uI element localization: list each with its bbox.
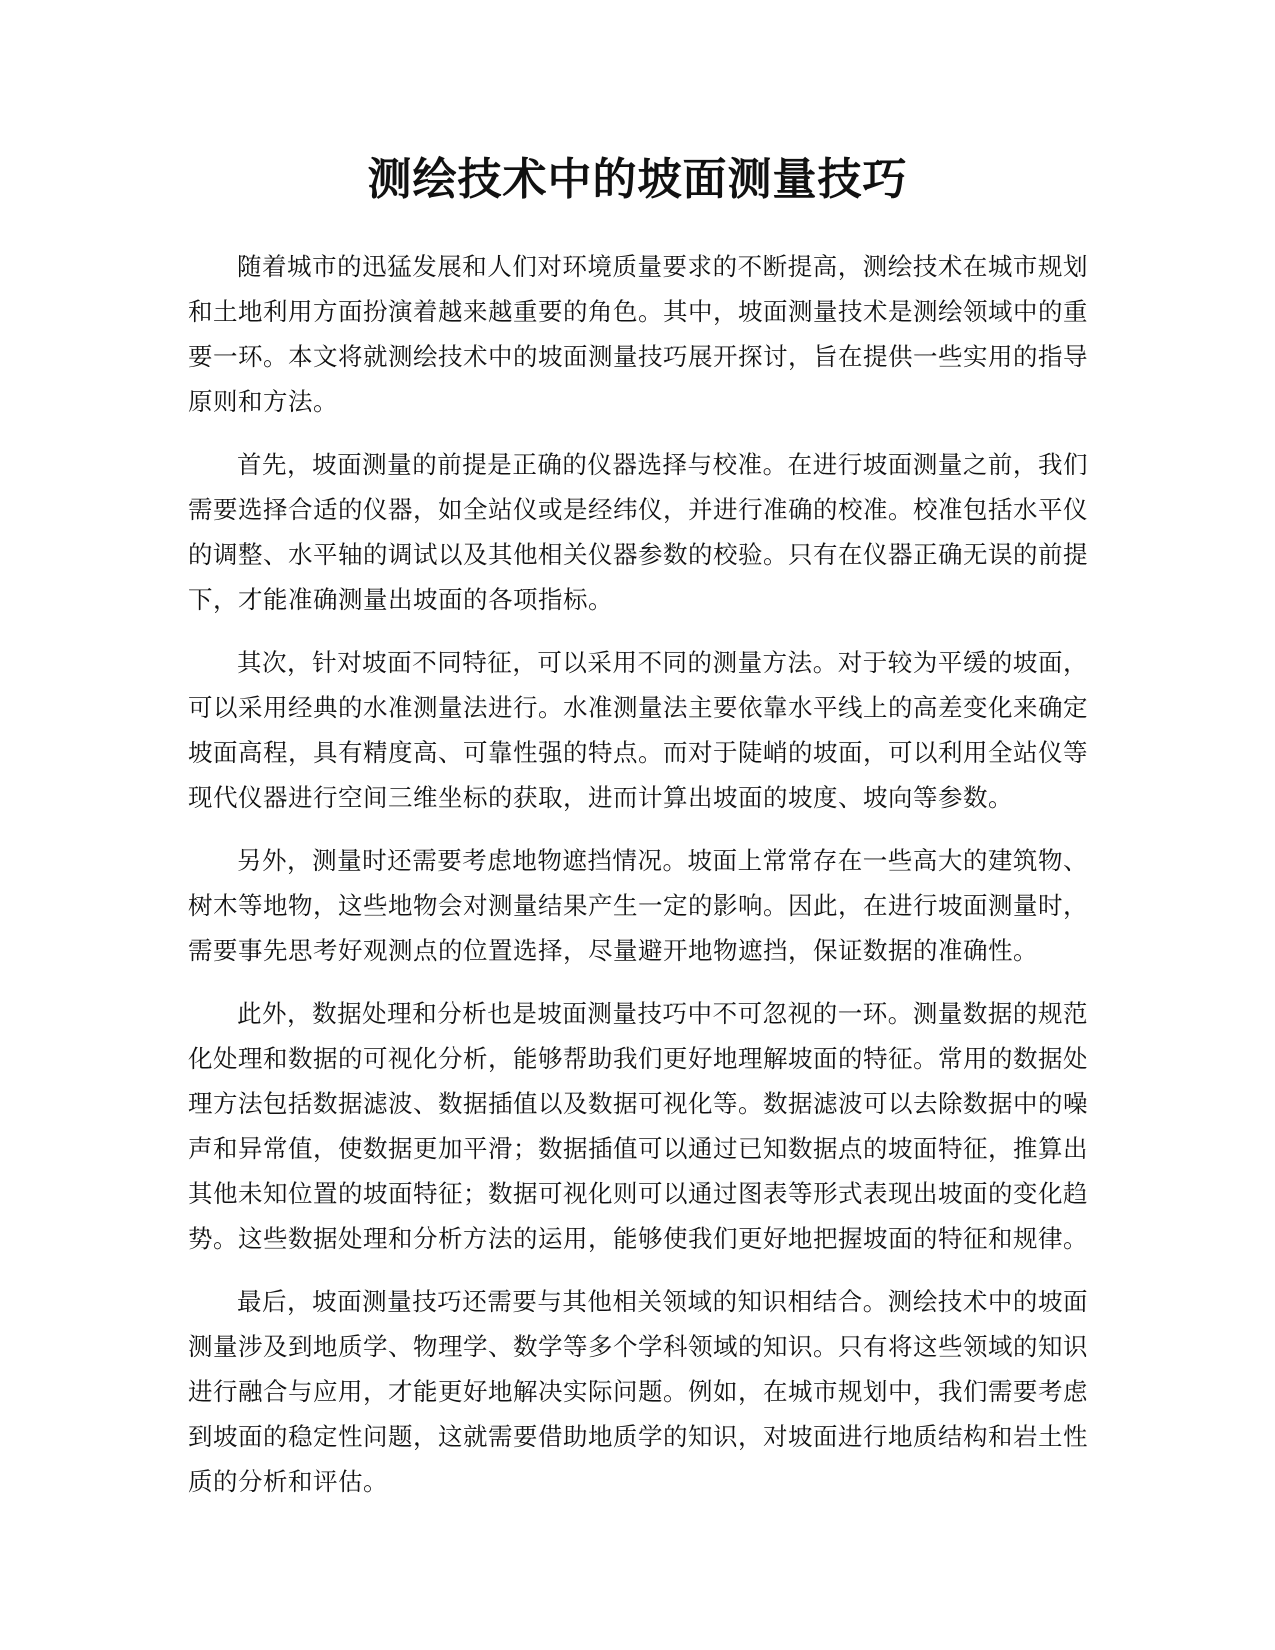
paragraph-3: 其次，针对坡面不同特征，可以采用不同的测量方法。对于较为平缓的坡面，可以采用经典的水准测量法进行。水准测量法主要依靠水平线上的高差变化来确定坡面高程，具有精度高、可靠性强的特点。而对于陡峭的坡面，可以利用全站仪等现代仪器进行空间三维坐标的获取，进而计算出坡面的坡度、坡向等参数。 [188,648,1088,812]
document-body [188,244,1088,1522]
paragraph-4: 另外，测量时还需要考虑地物遮挡情况。坡面上常常存在一些高大的建筑物、树木等地物，这些地物会对测量结果产生一定的影响。因此，在进行坡面测量时，需要事先思考好观测点的位置选择，尽量避开地物遮挡，保证数据的准确性。 [188,846,1088,965]
paragraph-1: 随着城市的迅猛发展和人们对环境质量要求的不断提高，测绘技术在城市规划和土地利用方面扮演着越来越重要的角色。其中，坡面测量技术是测绘领域中的重要一环。本文将就测绘技术中的坡面测量技巧展开探讨，旨在提供一些实用的指导原则和方法。 [188,252,1088,416]
paragraph-2: 首先，坡面测量的前提是正确的仪器选择与校准。在进行坡面测量之前，我们需要选择合适的仪器，如全站仪或是经纬仪，并进行准确的校准。校准包括水平仪的调整、水平轴的调试以及其他相关仪器参数的校验。只有在仪器正确无误的前提下，才能准确测量出坡面的各项指标。 [188,450,1088,614]
paragraph-5: 此外，数据处理和分析也是坡面测量技巧中不可忽视的一环。测量数据的规范化处理和数据的可视化分析，能够帮助我们更好地理解坡面的特征。常用的数据处理方法包括数据滤波、数据插值以及数据可视化等。数据滤波可以去除数据中的噪声和异常值，使数据更加平滑；数据插值可以通过已知数据点的坡面特征，推算出其他未知位置的坡面特征；数据可视化则可以通过图表等形式表现出坡面的变化趋势。这些数据处理和分析方法的运用，能够使我们更好地把握坡面的特征和规律。 [188,999,1088,1253]
document-title: 测绘技术中的坡面测量技巧 [367,154,908,205]
paragraph-6: 最后，坡面测量技巧还需要与其他相关领域的知识相结合。测绘技术中的坡面测量涉及到地质学、物理学、数学等多个学科领域的知识。只有将这些领域的知识进行融合与应用，才能更好地解决实际问题。例如，在城市规划中，我们需要考虑到坡面的稳定性问题，这就需要借助地质学的知识，对坡面进行地质结构和岩土性质的分析和评估。 [188,1287,1088,1496]
